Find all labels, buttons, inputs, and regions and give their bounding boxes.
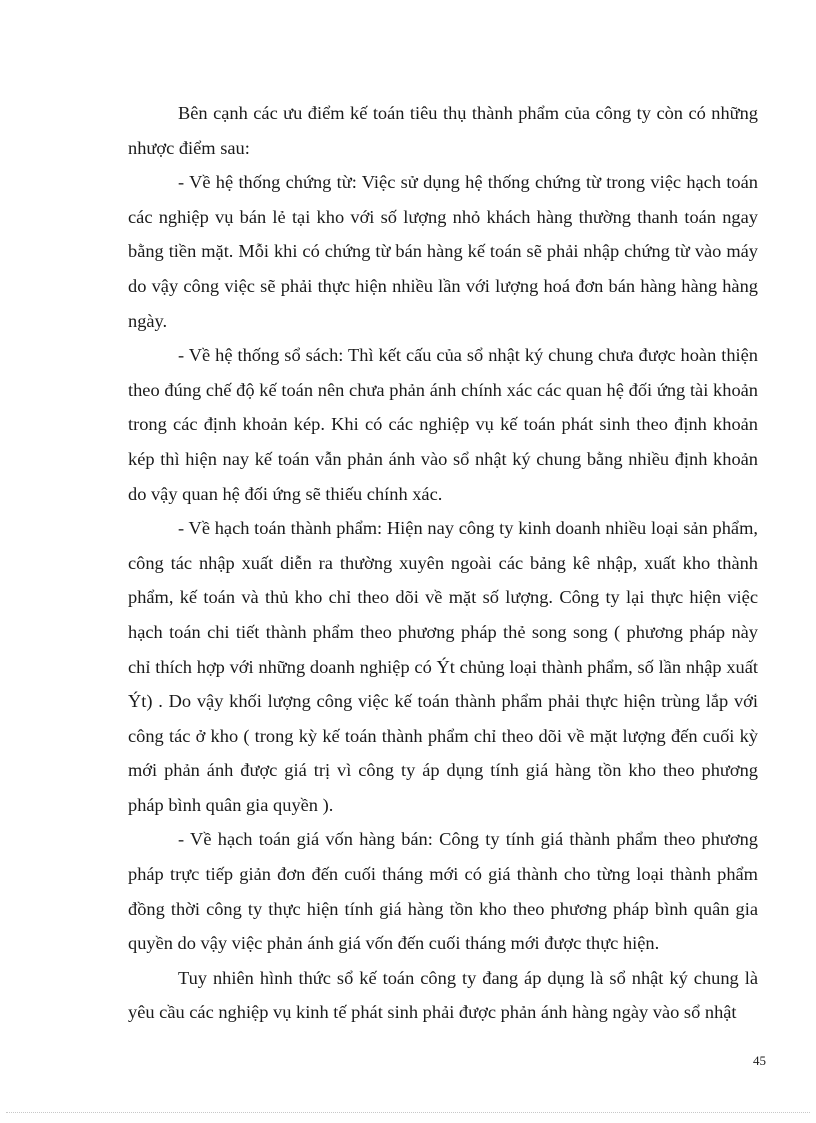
paragraph-finished-goods: - Về hạch toán thành phẩm: Hiện nay công ty kinh doanh nhiều loại sản phẩm, công tác nhập xuất diễn ra thường xuyên ngoài các bảng kê nhập, xuất kho thành phẩm, kế toán và thủ kho chỉ theo dõi về mặt số lượng. Công ty lại thực hiện việc hạch toán chi tiết thành phẩm theo phương pháp thẻ song song ( phương pháp này chỉ thích hợp với những doanh nghiệp có Ýt chủng loại thành phẩm, số lần nhập xuất Ýt) . Do vậy khối lượng công việc kế toán thành phẩm phải thực hiện trùng lắp với công tác ở kho ( trong kỳ kế toán thành phẩm chỉ theo dõi về mặt lượng đến cuối kỳ mới phản ánh được giá trị vì công ty áp dụng tính giá hàng tồn kho theo phương pháp bình quân gia quyền ). [128,518,758,815]
paragraph-conclusion: Tuy nhiên hình thức sổ kế toán công ty đang áp dụng là sổ nhật ký chung là yêu cầu các nghiệp vụ kinh tế phát sinh phải được phản ánh hàng ngày vào sổ nhật [128,967,758,1023]
paragraph-cost-of-goods: - Về hạch toán giá vốn hàng bán: Công ty tính giá thành phẩm theo phương pháp trực tiếp giản đơn đến cuối tháng mới có giá thành cho từng loại thành phẩm đồng thời công ty thực hiện tính giá hàng tồn kho theo phương pháp bình quân gia quyền do vậy việc phản ánh giá vốn đến cuối tháng mới được thực hiện. [128,829,758,954]
paragraph-intro: Bên cạnh các ưu điểm kế toán tiêu thụ thành phẩm của công ty còn có những nhược điểm sau: [128,103,758,158]
paragraph-vouchers: - Về hệ thống chứng từ: Việc sử dụng hệ thống chứng từ trong việc hạch toán các nghiệp vụ bán lẻ tại kho với số lượng nhỏ khách hàng thường thanh toán ngay bằng tiền mặt. Mỗi khi có chứng từ bán hàng kế toán sẽ phải nhập chứng từ vào máy do vậy công việc sẽ phải thực hiện nhiều lần với lượng hoá đơn bán hàng hàng hàng ngày. [128,172,758,331]
paragraph-ledgers: - Về hệ thống sổ sách: Thì kết cấu của sổ nhật ký chung chưa được hoàn thiện theo đúng chế độ kế toán nên chưa phản ánh chính xác các quan hệ đối ứng tài khoản trong các định khoản kép. Khi có các nghiệp vụ kế toán phát sinh theo định khoản kép thì hiện nay kế toán vẫn phản ánh vào sổ nhật ký chung bằng nhiều định khoản do vậy quan hệ đối ứng sẽ thiếu chính xác. [128,345,758,504]
document-body [128,96,758,1030]
page-bottom-divider [6,1112,810,1113]
page-number: 45 [753,1053,766,1068]
